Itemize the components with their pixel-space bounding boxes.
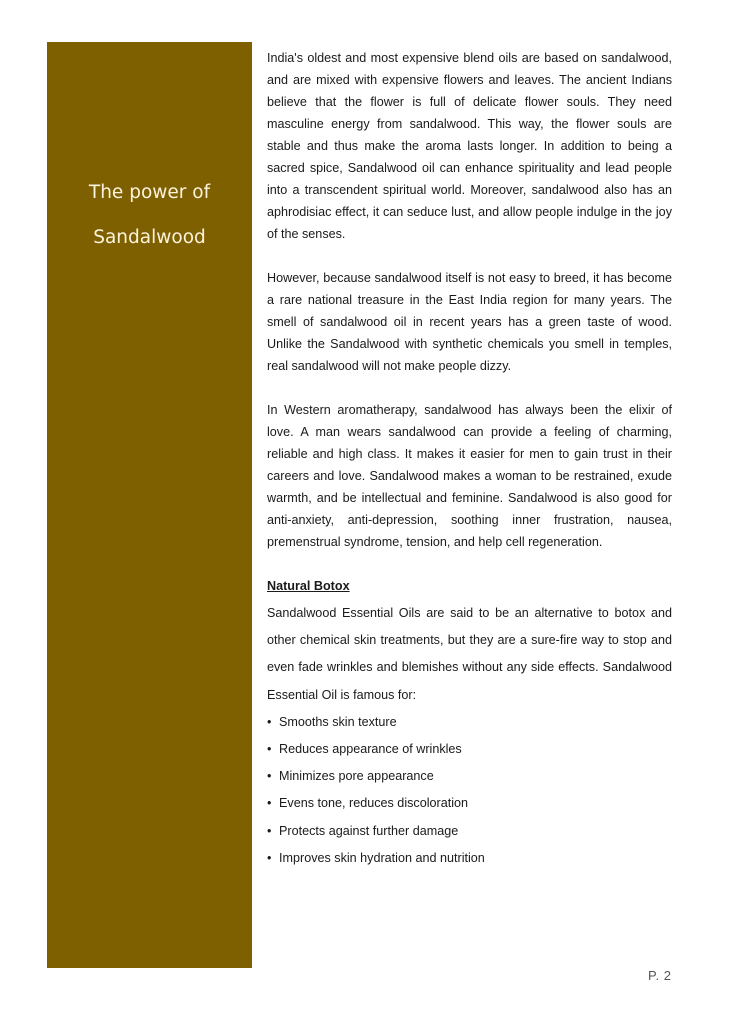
paragraph-rarity: However, because sandalwood itself is not easy to breed, it has become a rare national treasure in the East India region for many years. The smell of sandalwood oil in recent years has a green taste of wood. Unlike the Sandalwood with synthetic chemicals you smell in temples, real sandalwood will not make people dizzy. <box>267 271 672 373</box>
bullet-icon: • <box>267 850 272 865</box>
list-item-text: Minimizes pore appearance <box>279 769 434 784</box>
bullet-icon: • <box>267 769 272 784</box>
section-heading: Natural Botox <box>267 579 350 593</box>
paragraph-aromatherapy: In Western aromatherapy, sandalwood has always been the elixir of love. A man wears sandalwood can provide a feeling of charming, reliable and high class. It makes it easier for men to gain trust in their careers and love. Sandalwood makes a woman to be restrained, exude warmth, and be intellectual and feminine. Sandalwood is also good for anti-anxiety, anti-depression, soothing inner frustration, nausea, premenstrual syndrome, tension, and help cell regeneration. <box>267 403 672 549</box>
sidebar-title-line1: The power of <box>88 182 211 203</box>
sidebar-title-line2: Sandalwood <box>93 227 206 248</box>
list-item <box>267 736 672 763</box>
list-item-text: Improves skin hydration and nutrition <box>279 850 485 865</box>
bullet-icon: • <box>267 742 272 757</box>
list-item <box>267 845 672 872</box>
sidebar-panel <box>47 42 252 968</box>
list-item <box>267 790 672 817</box>
sidebar-title <box>47 170 252 260</box>
benefits-list <box>267 709 672 872</box>
list-item <box>267 818 672 845</box>
list-item-text: Protects against further damage <box>279 823 459 838</box>
section-text: Sandalwood Essential Oils are said to be an alternative to botox and other chemical skin treatments, but they are a sure-fire way to stop and even fade wrinkles and blemishes without any side effects. Sandalwood Essential Oil is famous for: <box>267 606 672 702</box>
paragraph-origins: India's oldest and most expensive blend oils are based on sandalwood, and are mixed with expensive flowers and leaves. The ancient Indians believe that the flower is full of delicate flower souls. They need masculine energy from sandalwood. This way, the flower souls are stable and thus make the aroma lasts longer. In addition to being a sacred spice, Sandalwood oil can enhance spirituality and lead people into a transcendent spiritual world. Moreover, sandalwood also has an aphrodisiac effect, it can seduce lust, and allow people indulge in the joy of the senses. <box>267 51 672 241</box>
main-content <box>267 47 672 872</box>
bullet-icon: • <box>267 823 272 838</box>
list-item <box>267 763 672 790</box>
list-item-text: Reduces appearance of wrinkles <box>279 742 462 757</box>
bullet-icon: • <box>267 796 272 811</box>
list-item <box>267 709 672 736</box>
bullet-icon: • <box>267 714 272 729</box>
page-number: P. 2 <box>648 968 672 983</box>
list-item-text: Smooths skin texture <box>279 714 397 729</box>
list-item-text: Evens tone, reduces discoloration <box>279 796 469 811</box>
